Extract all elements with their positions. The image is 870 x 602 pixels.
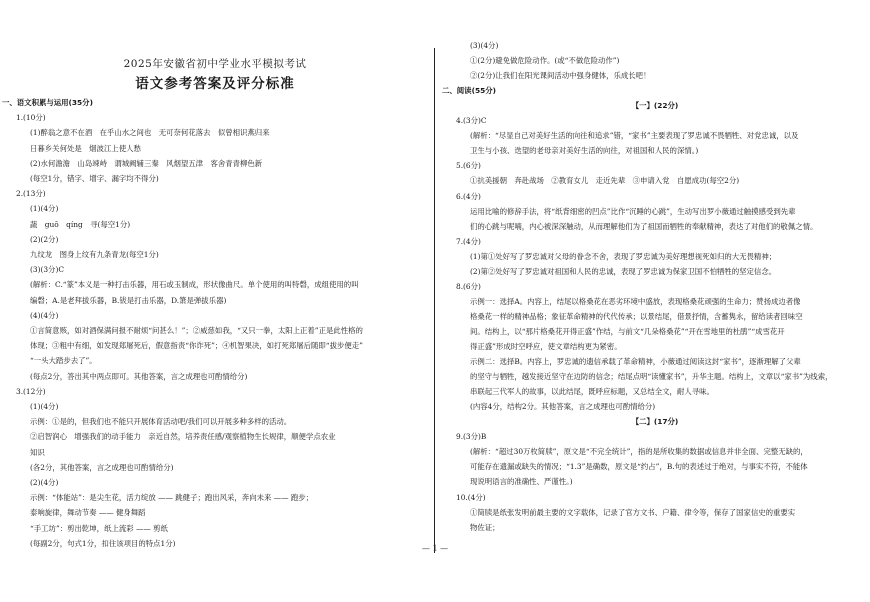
right-line: (1)第①处好写了罗忠诚对父母的眷念不舍，表现了罗忠诚为美好理想视死如归的大无畏精神；	[470, 251, 777, 261]
left-line: (1)(4分)	[30, 402, 59, 411]
right-line: 5.(6分)	[456, 161, 481, 171]
right-line: 的坚守与牺牲，越发接近坚守在边防的信念；结尾点明“读懂家书”，升华主题。结构上，文章以“家书”为线索，	[470, 372, 833, 382]
right-line: (内容4分，结构2分。其他答案，言之成理也可酌情给分)	[470, 402, 656, 412]
left-line: ②启智润心 增强我们的动手能力 亲近自然，培养责任感/观察植物生长规律，顺便学点农业	[30, 432, 336, 442]
left-line: (2)水何澹澹 山岛竦峙 谓城阙辅三秦 风烟望五津 客舍青青柳色新	[30, 158, 263, 168]
right-line: 格桑花一样的精神品格；象征革命精神的代代传承；以景结尾，借景抒情，含蓄隽永，留给读者回味空	[470, 311, 803, 321]
right-line: 8.(6分)	[456, 281, 481, 291]
right-line: 7.(4分)	[456, 236, 481, 246]
right-line: 二、阅读(55分)	[442, 86, 496, 96]
left-line: 日暮乡关何处是 烟波江上使人愁	[30, 143, 141, 153]
left-line: (1)(4分)	[30, 204, 59, 214]
left-line: 一、语文积累与运用(35分)	[2, 98, 93, 107]
right-line: 得正盛”形成时空呼应，使文章结构更为紧密。	[470, 342, 622, 351]
column-divider	[434, 48, 435, 553]
left-line: (各2分，其他答案，言之成理也可酌情给分)	[30, 462, 174, 472]
right-line: (解析：“超过30万枚简牍”，原文是“不完全统计”，指的是所收集的数据或信息并非全面、完整无缺的，	[470, 447, 808, 457]
left-line: “手工坊”：剪出乾坤，纸上流彩 —— 剪纸	[30, 523, 168, 533]
left-line: (2)(4分)	[30, 478, 59, 487]
right-line: 【一】(22分)	[631, 101, 679, 111]
page-number: — 1 —	[421, 544, 449, 553]
left-line: 3.(12分)	[16, 386, 46, 396]
exam-title: 2025年安徽省初中学业水平模拟考试	[123, 58, 307, 70]
left-line: (解析：C.“篆”本义是一种打击乐器，用石或玉制成，形状像曲尺。单个使用的叫特磬，成组使用的叫	[30, 280, 359, 290]
left-line: ①言简意赅，如对酒保满问报不耐烦“问甚么！”；②威慈如我，“又只一拳，太阳上正着”正是此性格的	[30, 326, 363, 335]
left-line: 2.(13分)	[16, 189, 46, 199]
right-line: ②(2分)让我们在阳光课间活动中强身健体，乐成长吧！	[470, 71, 651, 81]
left-line: 示例：①是的，但我们也不能只开展体育活动吧/我们可以开展多种多样的活动。	[30, 417, 292, 427]
right-line: ①简牍是纸张发明前最主要的文字载体，记录了官方文书、户籍、律令等，保存了国家信史的重要实	[470, 507, 796, 517]
right-line: 4.(3分)C	[456, 116, 487, 126]
right-line: 【二】(17分)	[631, 417, 679, 427]
right-line: ①(2分)避免做危险动作。(或“不做危险动作”)	[470, 56, 620, 66]
right-line: 可能存在遗漏或缺失的情况；“1.3”是确数，原文是“约占”，B.句的表述过于绝对，与事实不符，不能体	[470, 462, 808, 472]
left-column	[0, 0, 430, 602]
left-line: (每副2分，句式1分，扣住该项目的特点1分)	[30, 538, 176, 548]
left-line: 九纹龙 图身上纹有九条青龙(每空1分)	[30, 250, 159, 259]
right-line: 示例二：选择B。内容上，罗忠诚的遗信承载了革命精神，小薇通过阅读这封“家书”，逐渐理解了父辈	[470, 357, 801, 367]
right-line: 运用比喻的修辞手法，将“纸背细密的凹点”比作“沉睡的心跳”，生动写出罗小薇通过触摸感受到先辈	[470, 206, 796, 216]
left-line: (4)(4分)	[30, 310, 59, 320]
left-line: (每点2分，答出其中两点即可。其他答案，言之成理也可酌情给分)	[30, 371, 248, 381]
left-line: 体现；③粗中有细，如发现郑屠死后，假意指责“你诈死”；④机智果决，如打死郑屠后随即“拔步便走”	[30, 341, 363, 351]
right-line: 间。结构上，以“那片格桑花开得正盛”作结，与前文“几朵格桑花”“开在雪地里的杜鹃”“成雪花开	[470, 326, 785, 336]
left-line: 蔬 guō qíng 寻(每空1分)	[30, 219, 131, 229]
left-line: (每空1分，错字、增字、漏字均不得分)	[30, 174, 159, 183]
left-line: 知识	[30, 447, 45, 457]
right-line: ①抗美援朝 奔赴战场 ②教育女儿 走近先辈 ③申请入党 自愿成功(每空2分)	[470, 176, 740, 186]
right-line: (2)第②处好写了罗忠诚对祖国和人民的忠诚，表现了罗忠诚为保家卫国不怕牺牲的坚定信念。	[470, 266, 777, 276]
left-line: 泰响旋律，舞动节奏 —— 健身舞蹈	[30, 508, 146, 518]
exam-subtitle: 语文参考答案及评分标准	[135, 76, 295, 92]
right-line: 卫生与小孩、迭望的老母亲对美好生活的向往，对祖国和人民的深情。)	[470, 146, 699, 156]
left-line: 1.(10分)	[16, 113, 46, 123]
left-line: 示例：“体能站”：是尖生花，活力绽放 —— 跳健子；跑出风采，奔向未来 —— 跑步；	[30, 493, 314, 503]
right-column	[440, 0, 870, 602]
right-line: 10.(4分)	[456, 492, 486, 502]
left-line: (2)(2分)	[30, 234, 59, 244]
right-line: 示例一：选择A。内容上，结尾以格桑花在恶劣环境中盛放，表现格桑花顽强的生命力；赞扬成边者像	[470, 296, 801, 306]
right-line: 串联起三代军人的故事，以此结尾，既呼应标题，又总结全文，耐人寻味。	[470, 387, 714, 397]
right-line: 9.(3分)B	[456, 432, 487, 442]
left-line: 编磬；A.是老拜拔乐器，B.钹是打击乐器，D.箫是弹拔乐器)	[30, 295, 227, 305]
right-line: 物佐证；	[470, 522, 500, 532]
left-line: “一头大踏步去了”。	[30, 356, 97, 366]
right-line: 现说明语言的准确性、严谨性。)	[470, 477, 573, 487]
right-line: (3)(4分)	[470, 41, 499, 50]
left-line: (1)醉翁之意不在酒 在乎山水之间也 无可奈何花落去 似曾相识燕归来	[30, 128, 270, 138]
right-line: 们的心跳与呢喃，内心被深深触动，从而理解他们为了祖国而牺牲的奉献精神，表达了对他们的敬佩之情。	[470, 221, 818, 231]
right-line: 6.(4分)	[456, 191, 481, 201]
left-line: (3)(3分)C	[30, 265, 64, 275]
right-line: (解析：“尽显自己对美好生活的向往和追求”错，“家书”主要表现了罗忠诚不畏牺牲、对党忠诚，以及	[470, 131, 799, 141]
